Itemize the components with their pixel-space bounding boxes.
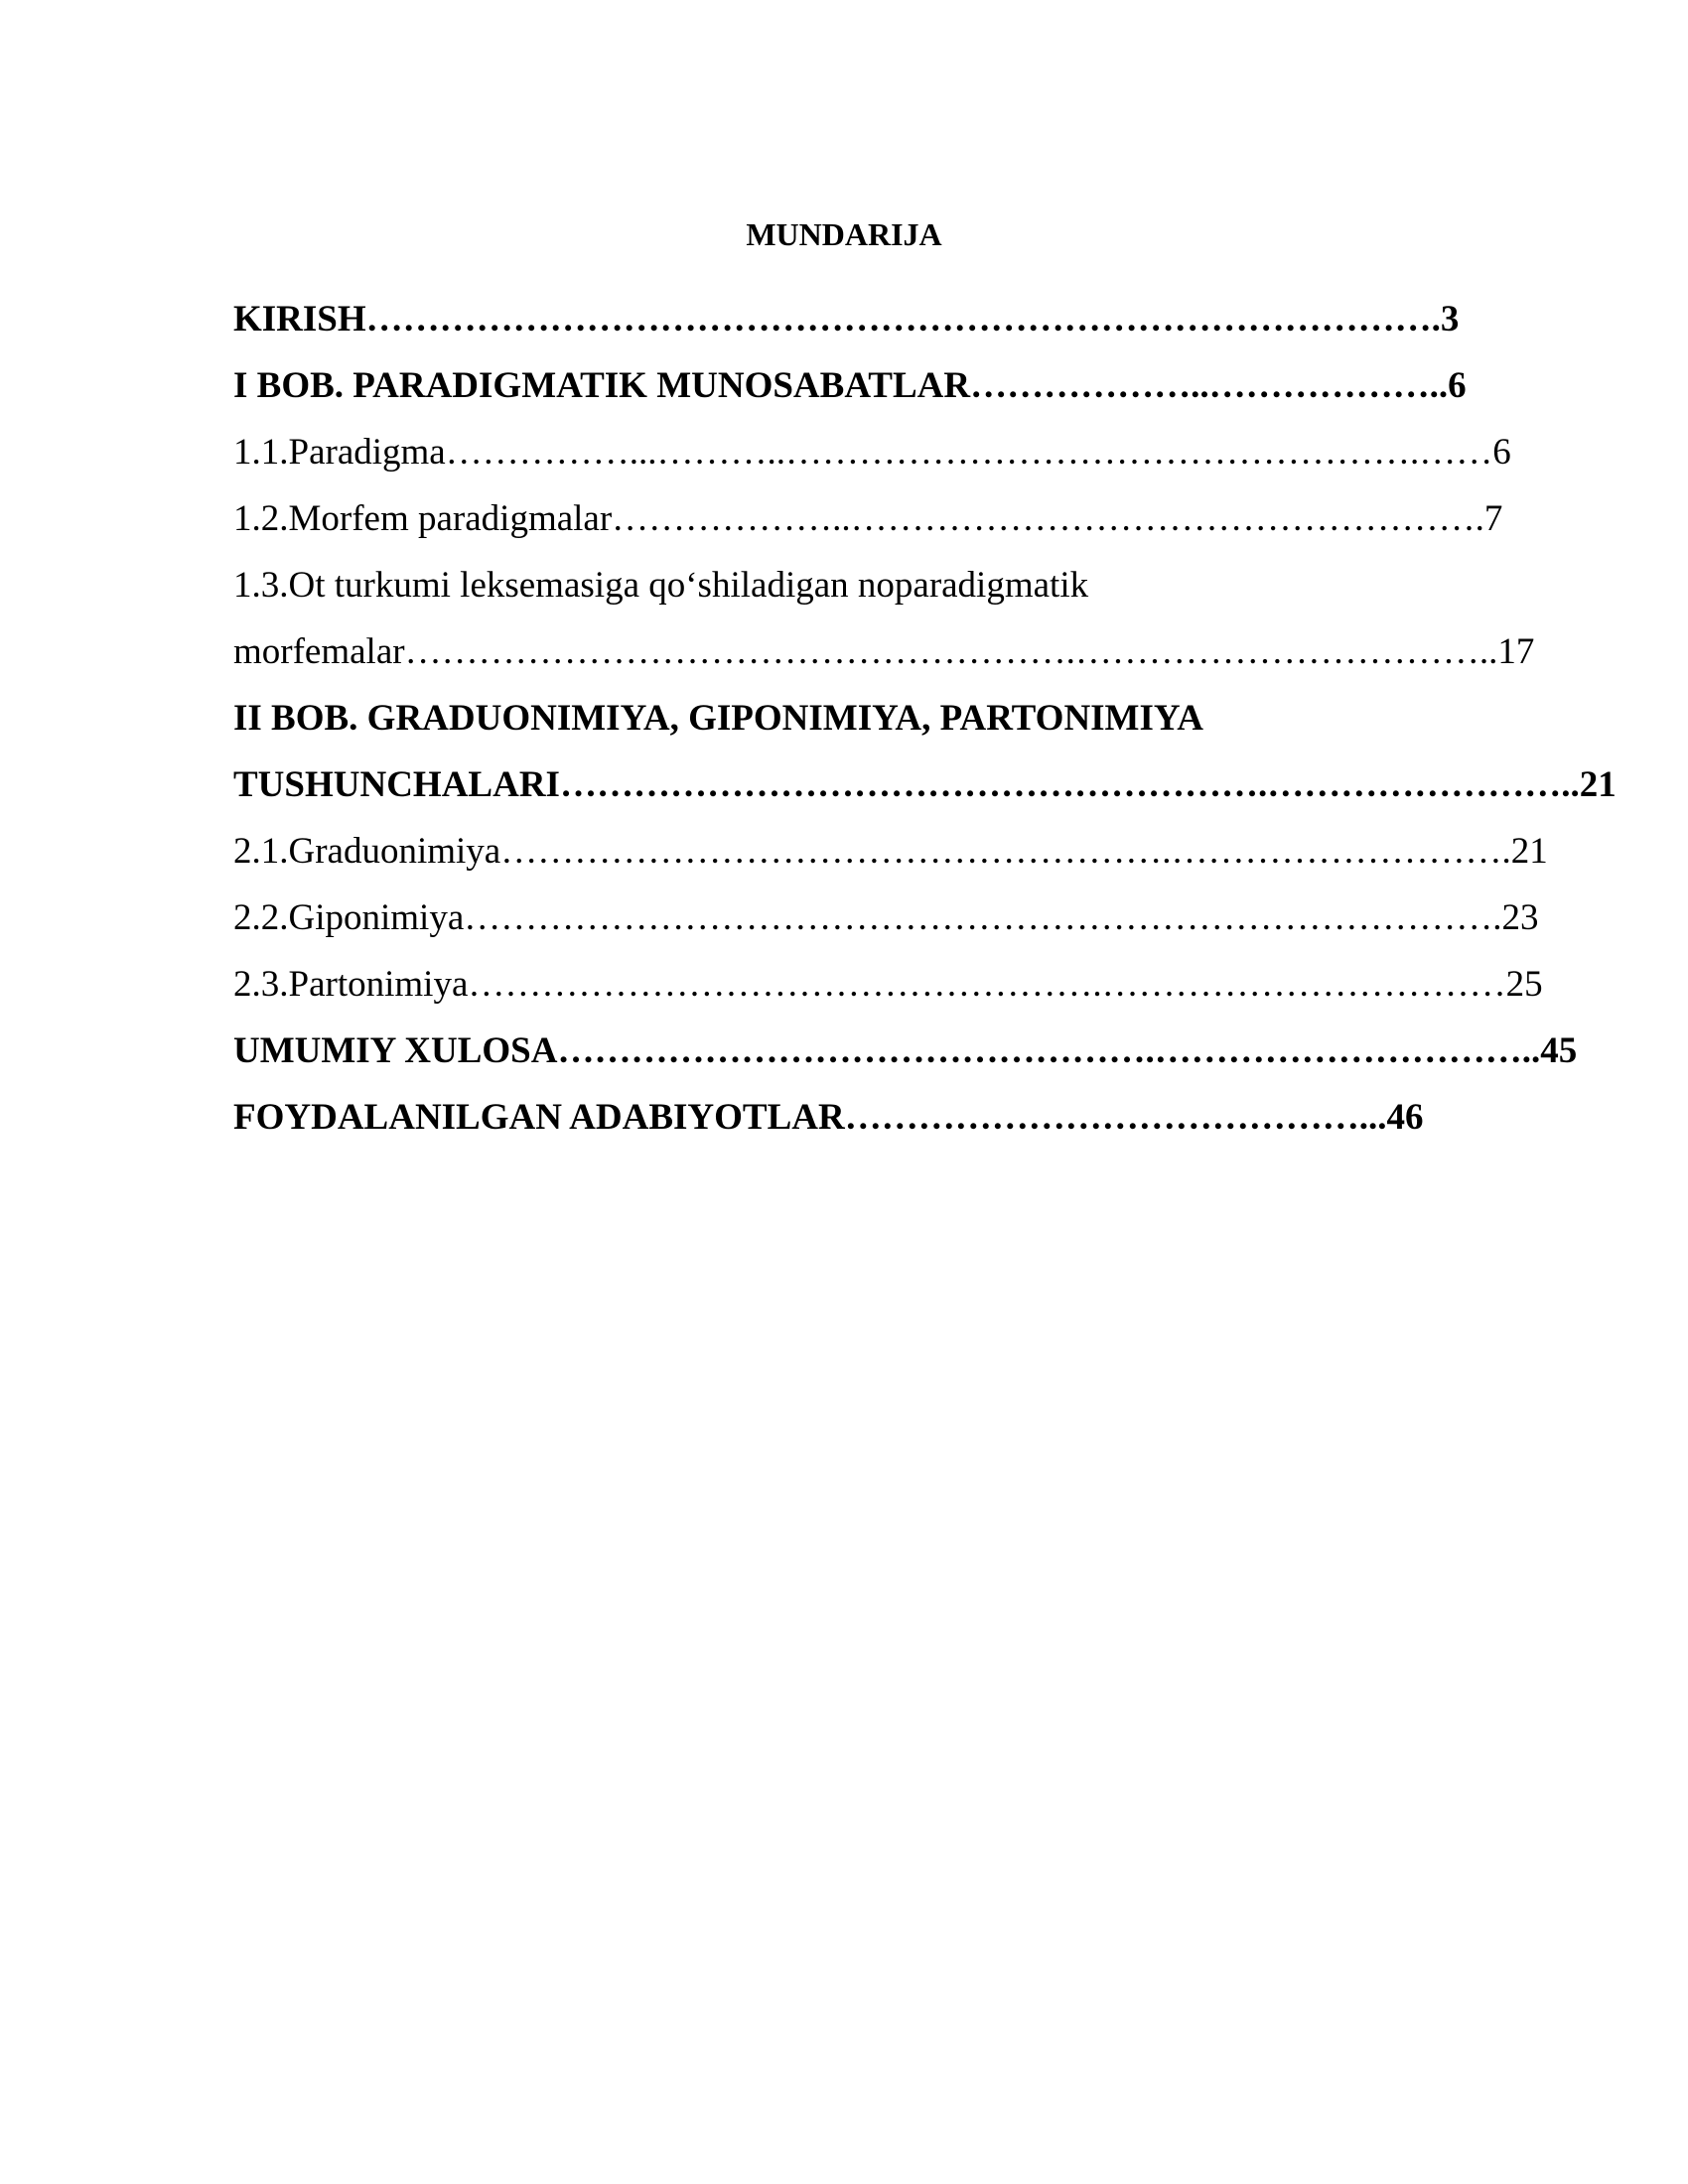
toc-entry-label: 2.2.Giponimiya xyxy=(233,897,465,938)
toc-leader: ……………………………………... xyxy=(844,1097,1387,1138)
toc-page-number: .6 xyxy=(1438,365,1467,406)
toc-entry xyxy=(233,751,1617,818)
toc-page-number: 6 xyxy=(1492,432,1511,473)
toc-entry xyxy=(233,685,1569,751)
toc-entry-label: 1.1.Paradigma xyxy=(233,432,446,473)
toc-page-number: 46 xyxy=(1386,1097,1424,1138)
toc-page-number: 25 xyxy=(1505,964,1543,1005)
toc-entry xyxy=(233,552,1569,618)
toc-entry xyxy=(233,885,1569,951)
toc-entry xyxy=(233,419,1569,485)
toc-entry-label: UMUMIY XULOSA xyxy=(233,1030,558,1071)
toc-entry-label: 2.1.Graduonimiya xyxy=(233,831,501,872)
toc-entry-label: morfemalar xyxy=(233,631,405,672)
toc-leader: ……………...………..…………………………………………….…… xyxy=(445,432,1493,473)
toc-entry xyxy=(233,352,1569,419)
toc-entry-label: KIRISH xyxy=(233,299,366,340)
toc-leader: ……………………………………………….…………………………….. xyxy=(404,631,1498,672)
page-title: MUNDARIJA xyxy=(746,216,942,252)
toc-page-number: 21 xyxy=(1510,831,1548,872)
toc-entry xyxy=(233,618,1569,685)
toc-entry xyxy=(233,818,1569,885)
toc-entry-label: 1.2.Morfem paradigmalar xyxy=(233,498,613,539)
toc-leader: ……………………………………………………………………………. xyxy=(365,299,1441,340)
toc-entry-label: II BOB. GRADUONIMIYA, GIPONIMIYA, PARTONIMIYA xyxy=(233,698,1203,739)
toc-page-number: 45 xyxy=(1540,1030,1578,1071)
toc-page-number: 17 xyxy=(1497,631,1535,672)
toc-entry-label: 1.3.Ot turkumi leksemasiga qo‘shiladigan noparadigmatik xyxy=(233,565,1089,606)
table-of-contents xyxy=(233,286,1617,1151)
toc-entry-label: I BOB. PARADIGMATIK MUNOSABATLAR xyxy=(233,365,971,406)
toc-entry xyxy=(233,1084,1569,1151)
toc-leader: …………………………………………………………………………. xyxy=(464,897,1502,938)
toc-leader: …………………………………………….…………………………… xyxy=(468,964,1506,1005)
toc-entry xyxy=(233,1018,1578,1084)
toc-page-number: 21 xyxy=(1579,764,1617,805)
toc-entry-label: FOYDALANILGAN ADABIYOTLAR xyxy=(233,1097,845,1138)
toc-leader: ………………………………………….………………………….. xyxy=(557,1030,1541,1071)
toc-entry xyxy=(233,951,1569,1018)
toc-entry xyxy=(233,286,1569,352)
toc-page-number: 23 xyxy=(1501,897,1539,938)
toc-leader: ………………..………………. xyxy=(970,365,1439,406)
toc-page-number: 3 xyxy=(1440,299,1460,340)
toc-leader: ……………………………………………….………………………. xyxy=(500,831,1511,872)
toc-leader: ………………………………………………….…………………….. xyxy=(559,764,1580,805)
toc-entry-label: 2.3.Partonimiya xyxy=(233,964,469,1005)
toc-page-number: 7 xyxy=(1483,498,1503,539)
toc-entry xyxy=(233,485,1569,552)
toc-leader: ………………..……………………………………………. xyxy=(612,498,1484,539)
toc-entry-label: TUSHUNCHALARI xyxy=(233,764,560,805)
